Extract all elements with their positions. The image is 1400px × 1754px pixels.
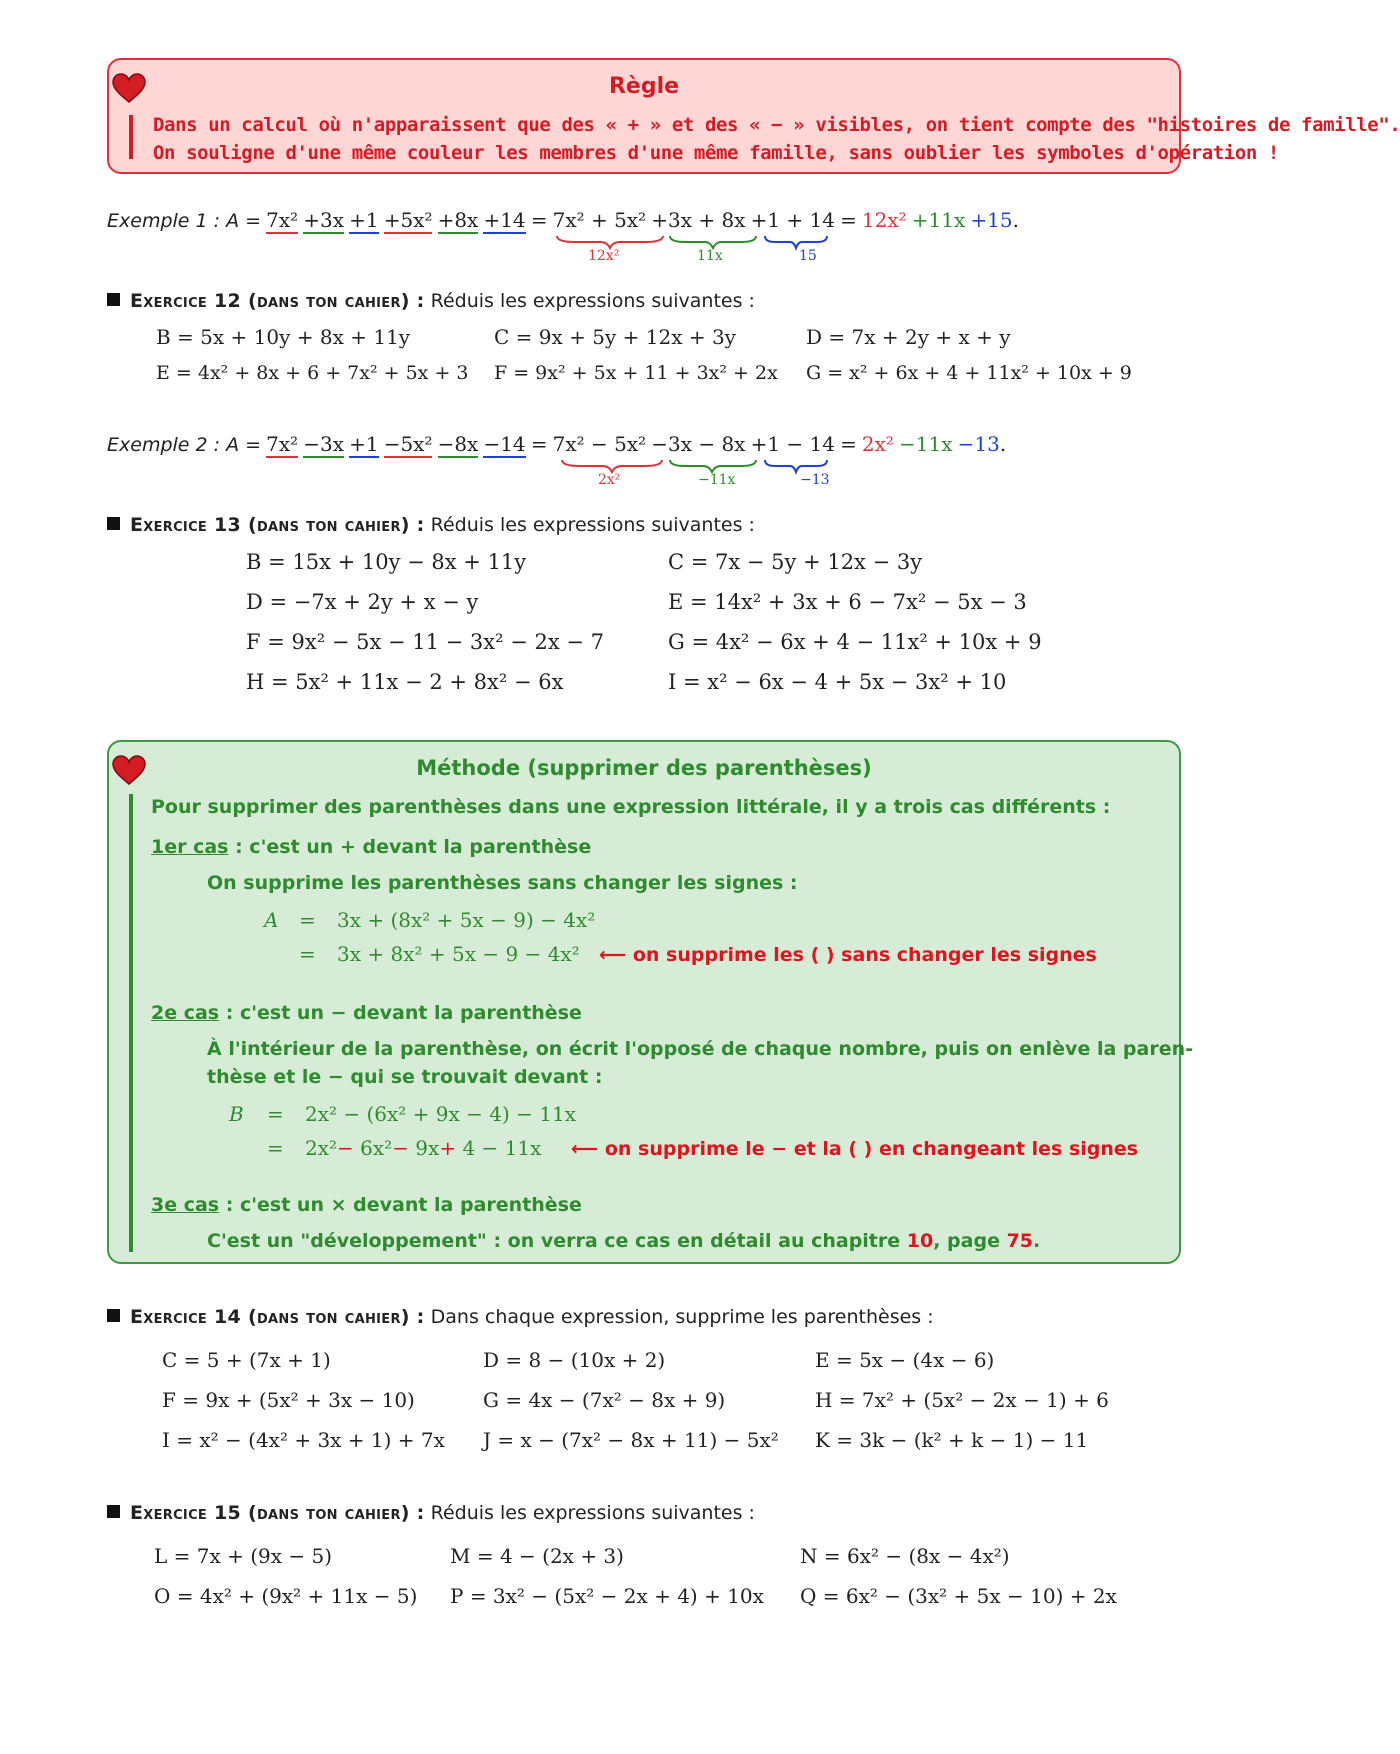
exercise-14-instruction: Dans chaque expression, supprime les parenthèses : xyxy=(430,1306,934,1328)
regle-box xyxy=(107,58,1400,174)
exercise-15-item: O = 4x² + (9x² + 11x − 5) xyxy=(154,1584,418,1608)
exercise-14-item: I = x² − (4x² + 3x + 1) + 7x xyxy=(162,1428,445,1452)
heart-icon xyxy=(112,74,146,104)
cas-1-note: ⟵ on supprime les ( ) sans changer les signes xyxy=(599,944,1097,966)
cas-3-text: : c'est un × devant la parenthèse xyxy=(219,1194,582,1216)
cas-3-end: . xyxy=(1033,1230,1041,1252)
exercise-13-item: H = 5x² + 11x − 2 + 8x² − 6x xyxy=(246,670,564,694)
brace-label: 2x² xyxy=(598,472,621,488)
page-link[interactable]: 75 xyxy=(1006,1230,1034,1252)
exemple-1-label: Exemple 1 : A = xyxy=(107,210,262,232)
cas-2-note: ⟵ on supprime le − et la ( ) en changeant les signes xyxy=(571,1138,1139,1160)
exercise-12-instruction: Réduis les expressions suivantes : xyxy=(430,290,755,312)
exemple-1-result: +11x xyxy=(911,208,966,232)
exercise-15-header xyxy=(107,1502,755,1524)
brace-label: 11x xyxy=(697,248,723,264)
cas-1-label: 1er cas xyxy=(151,836,229,858)
exemple-1-term: +14 xyxy=(483,208,526,232)
heart-icon xyxy=(112,756,146,786)
equals-sign: = xyxy=(299,942,316,966)
exemple-1-result: 12x² xyxy=(861,208,907,232)
brace-label: 15 xyxy=(799,248,817,264)
exercise-15-name: Exercice 15 (dans ton cahier) : xyxy=(130,1502,425,1524)
cas-2-desc-1: À l'intérieur de la parenthèse, on écrit l'opposé de chaque nombre, puis on enlève la paren- xyxy=(207,1038,1193,1060)
exemple-2-group: −3x − 8x xyxy=(651,432,746,456)
exercise-13-item: E = 14x² + 3x + 6 − 7x² − 5x − 3 xyxy=(668,590,1027,614)
exercise-13-item: I = x² − 6x − 4 + 5x − 3x² + 10 xyxy=(668,670,1007,694)
cas-3-label: 3e cas xyxy=(151,1194,220,1216)
exemple-1-term: 7x² xyxy=(266,208,299,232)
exercise-12-item: C = 9x + 5y + 12x + 3y xyxy=(494,325,736,349)
exercise-15-item: Q = 6x² − (3x² + 5x − 10) + 2x xyxy=(800,1584,1117,1608)
bullet-square-icon xyxy=(107,293,120,306)
cas-1-heading xyxy=(151,836,591,858)
equals-sign: = xyxy=(840,432,857,456)
exercise-12-name: Exercice 12 (dans ton cahier) : xyxy=(130,290,425,312)
cas-2-line-1: 2x² − (6x² + 9x − 4) − 11x xyxy=(305,1102,576,1126)
exercise-12-item: D = 7x + 2y + x + y xyxy=(806,325,1011,349)
exercise-13-item: D = −7x + 2y + x − y xyxy=(246,590,479,614)
exercise-12-item: E = 4x² + 8x + 6 + 7x² + 5x + 3 xyxy=(156,362,469,384)
exemple-1-term: +1 xyxy=(349,208,379,232)
exemple-2-term: −14 xyxy=(483,432,526,456)
exercise-12-header xyxy=(107,290,755,312)
cas-2-term: 2x² xyxy=(305,1136,338,1160)
cas-1-line-1: 3x + (8x² + 5x − 9) − 4x² xyxy=(337,908,596,932)
bullet-square-icon xyxy=(107,517,120,530)
exercise-13-header xyxy=(107,514,755,536)
exercise-13-item: C = 7x − 5y + 12x − 3y xyxy=(668,550,923,574)
bullet-square-icon xyxy=(107,1505,120,1518)
exercise-14-item: G = 4x − (7x² − 8x + 9) xyxy=(483,1388,726,1412)
methode-intro: Pour supprimer des parenthèses dans une expression littérale, il y a trois cas différents : xyxy=(151,796,1111,818)
exemple-1-term: +8x xyxy=(437,208,479,232)
exemple-1-group: +3x + 8x xyxy=(651,208,746,232)
regle-bar xyxy=(129,115,133,159)
exercise-15-item: M = 4 − (2x + 3) xyxy=(450,1544,624,1568)
exercise-14-item: J = x − (7x² − 8x + 11) − 5x² xyxy=(483,1428,779,1452)
equals-sign: = xyxy=(530,208,548,232)
exercise-14-item: C = 5 + (7x + 1) xyxy=(162,1348,331,1372)
cas-3-heading xyxy=(151,1194,582,1216)
cas-2-label: 2e cas xyxy=(151,1002,220,1024)
cas-1-lhs: A xyxy=(264,908,279,932)
exercise-14-header xyxy=(107,1306,934,1328)
regle-line-2: On souligne d'une même couleur les membres d'une même famille, sans oublier les symboles d'opération ! xyxy=(153,142,1279,164)
exemple-1-result: +15 xyxy=(970,208,1013,232)
exercise-15-instruction: Réduis les expressions suivantes : xyxy=(430,1502,755,1524)
cas-1-desc: On supprime les parenthèses sans changer les signes : xyxy=(207,872,798,894)
regle-title: Règle xyxy=(608,74,680,99)
equals-sign: = xyxy=(299,908,316,932)
exemple-2-result: −11x xyxy=(899,432,953,456)
exercise-12-item: G = x² + 6x + 4 + 11x² + 10x + 9 xyxy=(806,362,1132,384)
equals-sign: = xyxy=(840,208,857,232)
exercise-15-item: L = 7x + (9x − 5) xyxy=(154,1544,333,1568)
exemple-2-term: 7x² xyxy=(266,432,299,456)
methode-box xyxy=(107,740,1193,1264)
cas-3-mid: , page xyxy=(933,1230,1007,1252)
exemple-2-result: 2x² xyxy=(861,432,894,456)
exercise-14-item: F = 9x + (5x² + 3x − 10) xyxy=(162,1388,415,1412)
cas-1-text: : c'est un + devant la parenthèse xyxy=(228,836,592,858)
cas-1-line-2: 3x + 8x² + 5x − 9 − 4x² xyxy=(337,942,580,966)
methode-bar xyxy=(129,794,133,1252)
period: . xyxy=(999,432,1007,456)
exemple-2 xyxy=(107,432,1006,456)
exemple-1-term: +3x xyxy=(303,208,345,232)
exercise-14-item: K = 3k − (k² + k − 1) − 11 xyxy=(815,1428,1089,1452)
cas-3-desc xyxy=(207,1230,1040,1252)
exercise-13-name: Exercice 13 (dans ton cahier) : xyxy=(130,514,425,536)
bullet-square-icon xyxy=(107,1309,120,1322)
chapter-link[interactable]: 10 xyxy=(906,1230,934,1252)
brace-label: −13 xyxy=(800,472,830,488)
exercise-15-item: P = 3x² − (5x² − 2x + 4) + 10x xyxy=(450,1584,764,1608)
exercise-14-item: E = 5x − (4x − 6) xyxy=(815,1348,995,1372)
exemple-2-term: −3x xyxy=(303,432,345,456)
cas-2-lhs: B xyxy=(229,1102,244,1126)
equals-sign: = xyxy=(530,432,548,456)
methode-title: Méthode (supprimer des parenthèses) xyxy=(416,756,872,780)
exercise-15-item: N = 6x² − (8x − 4x²) xyxy=(800,1544,1010,1568)
cas-2-line-2: 2x²− 6x²− 9x+ 4 − 11x xyxy=(305,1136,542,1160)
cas-2-heading xyxy=(151,1002,582,1024)
exercise-13-item: G = 4x² − 6x + 4 − 11x² + 10x + 9 xyxy=(668,630,1042,654)
exemple-2-term: +1 xyxy=(349,432,379,456)
equals-sign: = xyxy=(267,1136,284,1160)
exemple-2-result: −13 xyxy=(957,432,1000,456)
exercise-12-item: B = 5x + 10y + 8x + 11y xyxy=(156,325,411,349)
exemple-2-group: 7x² − 5x² xyxy=(552,432,647,456)
exemple-2-group: +1 − 14 xyxy=(750,432,835,456)
brace-label: −11x xyxy=(698,472,736,488)
exemple-1-group: 7x² + 5x² xyxy=(552,208,647,232)
exemple-1-term: +5x² xyxy=(383,208,433,232)
exercise-12-item: F = 9x² + 5x + 11 + 3x² + 2x xyxy=(494,362,778,384)
exercise-14-item: D = 8 − (10x + 2) xyxy=(483,1348,666,1372)
exercise-13-item: F = 9x² − 5x − 11 − 3x² − 2x − 7 xyxy=(246,630,604,654)
regle-line-1: Dans un calcul où n'apparaissent que des « + » et des « − » visibles, on tient compte des "histoires de famille". xyxy=(153,114,1400,136)
exercise-13-item: B = 15x + 10y − 8x + 11y xyxy=(246,550,527,574)
period: . xyxy=(1012,208,1019,232)
exemple-2-term: −5x² xyxy=(383,432,433,456)
exercise-13-instruction: Réduis les expressions suivantes : xyxy=(430,514,755,536)
exemple-2-label: Exemple 2 : A = xyxy=(107,434,262,456)
cas-2-text: : c'est un − devant la parenthèse xyxy=(219,1002,582,1024)
cas-2-desc-2: thèse et le − qui se trouvait devant : xyxy=(207,1066,603,1088)
exemple-1-group: +1 + 14 xyxy=(750,208,835,232)
exemple-2-term: −8x xyxy=(437,432,479,456)
brace-label: 12x² xyxy=(588,248,620,264)
exercise-14-item: H = 7x² + (5x² − 2x − 1) + 6 xyxy=(815,1388,1109,1412)
exercise-14-name: Exercice 14 (dans ton cahier) : xyxy=(130,1306,425,1328)
equals-sign: = xyxy=(267,1102,284,1126)
exemple-1 xyxy=(107,208,1019,232)
cas-3-desc-text: C'est un "développement" : on verra ce cas en détail au chapitre xyxy=(207,1230,907,1252)
